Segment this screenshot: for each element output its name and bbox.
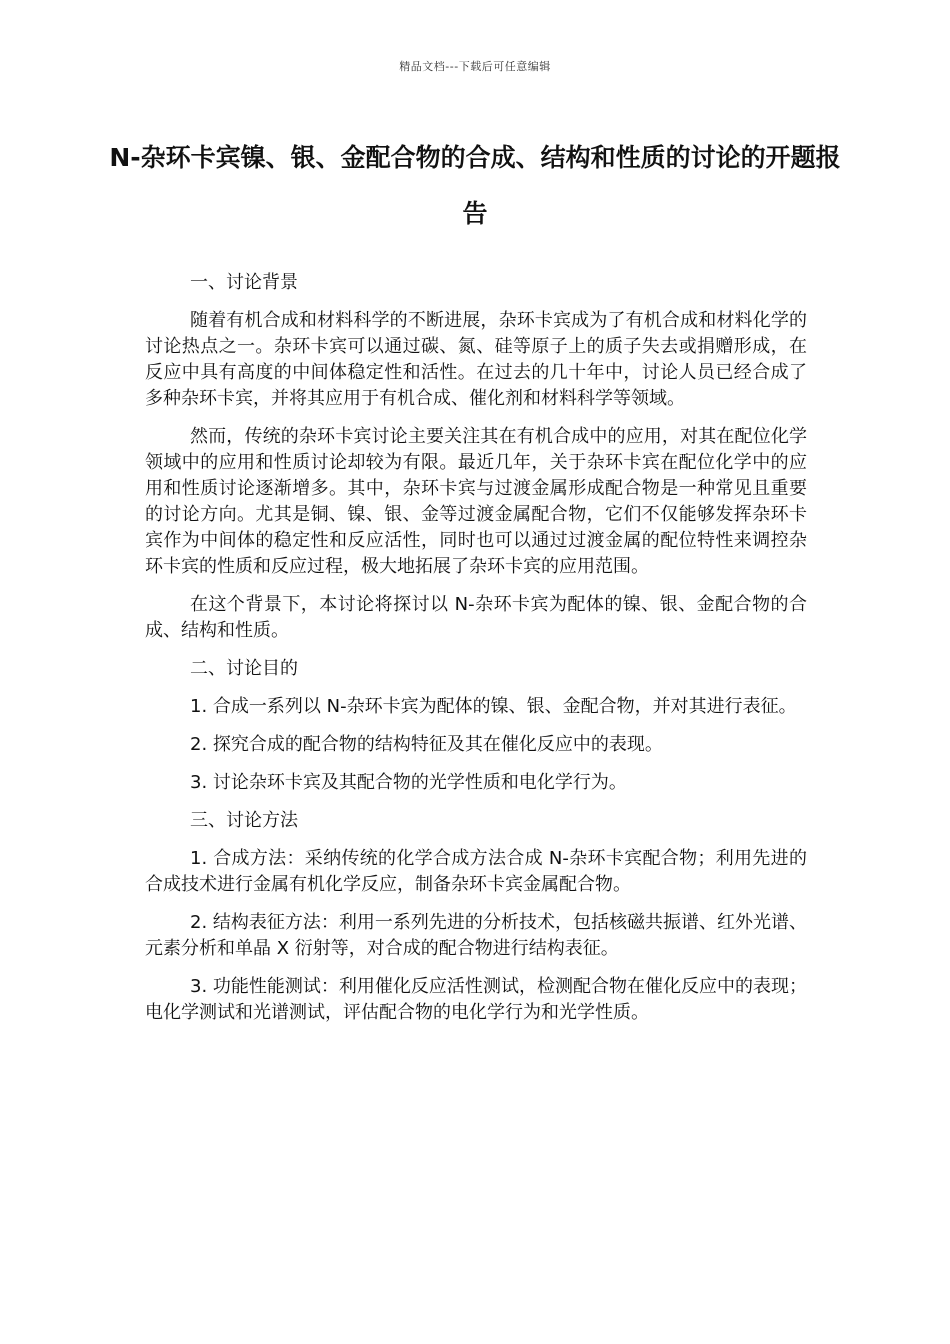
section-heading-objectives: 二、讨论目的	[190, 658, 298, 679]
method-item: 3. 功能性能测试：利用催化反应活性测试，检测配合物在催化反应中的表现；电化学测试和光谱测试，评估配合物的电化学行为和光学性质。	[145, 976, 807, 1023]
document-title: N-杂环卡宾镍、银、金配合物的合成、结构和性质的讨论的开题报告	[109, 143, 841, 228]
page-header-watermark: 精品文档---下载后可任意编辑	[399, 60, 551, 73]
objective-item: 1. 合成一系列以 N-杂环卡宾为配体的镍、银、金配合物，并对其进行表征。	[190, 696, 797, 717]
objective-item: 2. 探究合成的配合物的结构特征及其在催化反应中的表现。	[190, 734, 663, 755]
section-heading-methods: 三、讨论方法	[190, 810, 298, 831]
objective-item: 3. 讨论杂环卡宾及其配合物的光学性质和电化学行为。	[190, 772, 627, 793]
method-item: 2. 结构表征方法：利用一系列先进的分析技术，包括核磁共振谱、红外光谱、元素分析和单晶 X 衍射等，对合成的配合物进行结构表征。	[145, 912, 807, 959]
method-item: 1. 合成方法：采纳传统的化学合成方法合成 N-杂环卡宾配合物；利用先进的合成技术进行金属有机化学反应，制备杂环卡宾金属配合物。	[145, 848, 807, 895]
background-paragraph: 随着有机合成和材料科学的不断进展，杂环卡宾成为了有机合成和材料化学的讨论热点之一。杂环卡宾可以通过碳、氮、硅等原子上的质子失去或捐赠形成，在反应中具有高度的中间体稳定性和活性。在过去的几十年中，讨论人员已经合成了多种杂环卡宾，并将其应用于有机合成、催化剂和材料科学等领域。	[145, 310, 807, 409]
background-paragraph: 在这个背景下，本讨论将探讨以 N-杂环卡宾为配体的镍、银、金配合物的合成、结构和性质。	[145, 594, 807, 641]
section-heading-background: 一、讨论背景	[190, 272, 298, 293]
background-paragraph: 然而，传统的杂环卡宾讨论主要关注其在有机合成中的应用，对其在配位化学领域中的应用和性质讨论却较为有限。最近几年，关于杂环卡宾在配位化学中的应用和性质讨论逐渐增多。其中，杂环卡宾与过渡金属形成配合物是一种常见且重要的讨论方向。尤其是铜、镍、银、金等过渡金属配合物，它们不仅能够发挥杂环卡宾作为中间体的稳定性和反应活性，同时也可以通过过渡金属的配位特性来调控杂环卡宾的性质和反应过程，极大地拓展了杂环卡宾的应用范围。	[145, 426, 807, 577]
document-body	[145, 270, 807, 1038]
